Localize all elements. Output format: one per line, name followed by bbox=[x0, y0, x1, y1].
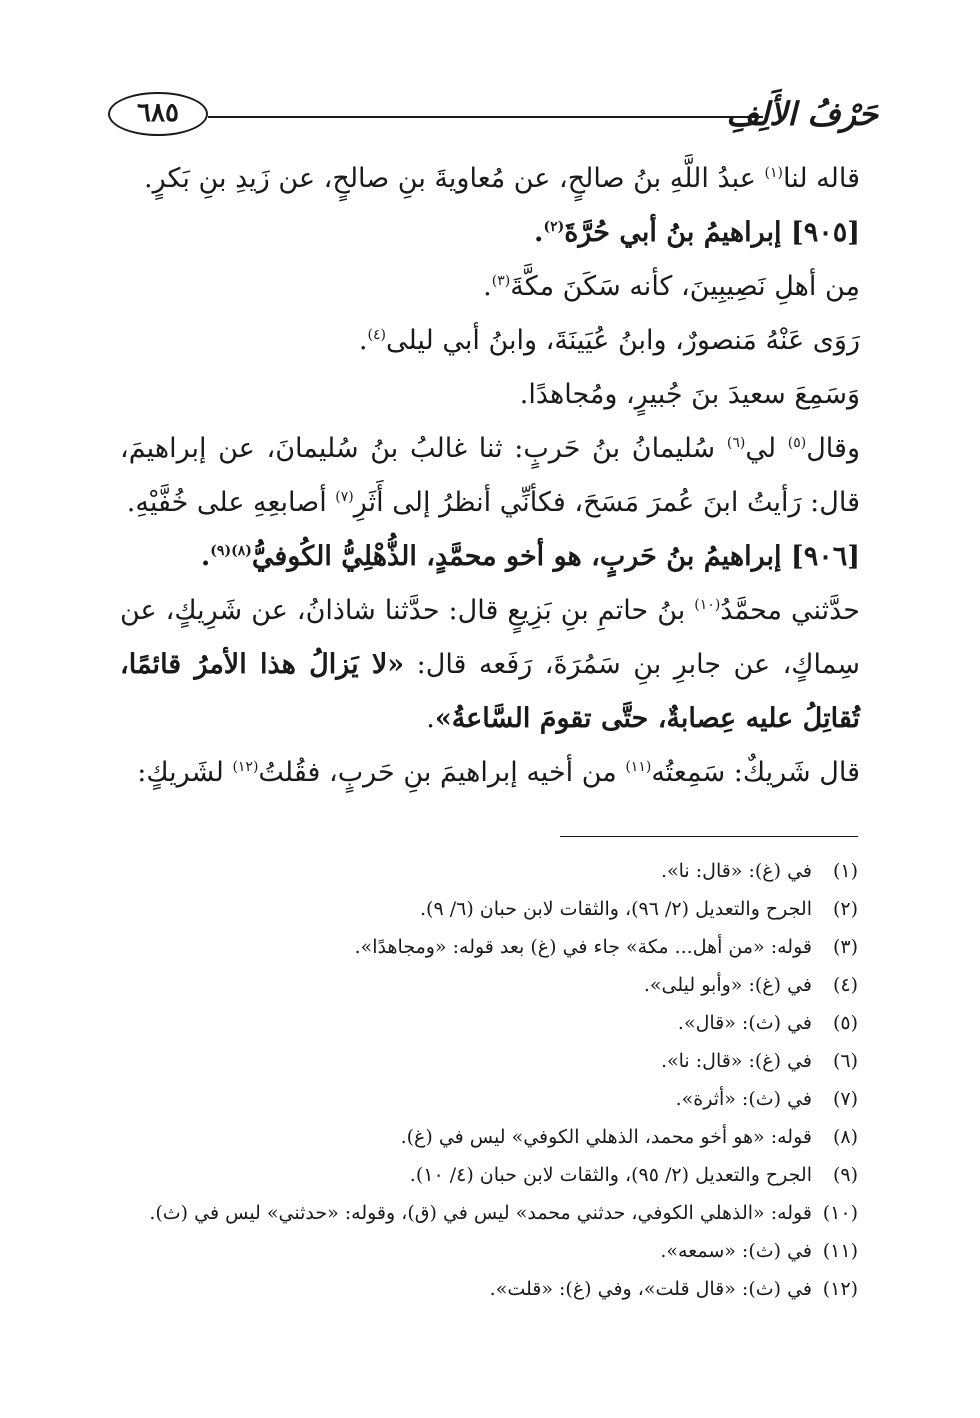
footnote-text: قوله: «الذهلي الكوفي، حدثني محمد» ليس في (ق)، وقوله: «حدثني» ليس في (ث). bbox=[149, 1202, 812, 1224]
hadith-text: «لا يَزالُ هذا الأمرُ قائمًا، تُقاتِلُ عليه عِصابةٌ، حتَّى تقومَ السَّاعةُ» bbox=[120, 649, 860, 734]
footnote-text: في (ث): «قال قلت»، وفي (غ): «قلت». bbox=[489, 1278, 812, 1300]
footnote-text: قوله: «من أهل... مكة» جاء في (غ) بعد قوله: «ومجاهدًا». bbox=[354, 936, 812, 958]
footnote-number: (٦) bbox=[832, 1050, 858, 1072]
footnote-number: (٨) bbox=[832, 1126, 858, 1148]
entry-heading-905 bbox=[120, 206, 860, 260]
footnote-number: (١) bbox=[832, 860, 858, 882]
paragraph bbox=[120, 584, 860, 746]
footnote-ref[interactable]: (٦) bbox=[726, 435, 746, 451]
paragraph bbox=[120, 422, 860, 530]
paragraph bbox=[120, 368, 860, 422]
entry-number: [٩٠٥] bbox=[790, 217, 860, 248]
main-text bbox=[120, 152, 860, 800]
footnote-item bbox=[138, 1042, 858, 1080]
footnote-number: (٤) bbox=[832, 974, 858, 996]
footnote-text: في (ث): «قال». bbox=[677, 1012, 812, 1034]
entry-name: إبراهيمُ بنُ أبي حُرَّةَ bbox=[564, 217, 791, 248]
text: وَسَمِعَ سعيدَ بنَ جُبيرٍ، ومُجاهدًا. bbox=[519, 379, 860, 410]
paragraph bbox=[120, 152, 860, 206]
footnote-ref[interactable]: (١) bbox=[764, 165, 783, 181]
text: حدَّثني محمَّدُ bbox=[720, 595, 860, 626]
text: وقال bbox=[806, 433, 860, 464]
footnote-ref[interactable]: (٣) bbox=[491, 273, 511, 289]
footnote-ref[interactable]: (١١) bbox=[625, 759, 652, 775]
paragraph bbox=[120, 746, 860, 800]
footnote-ref[interactable]: (٥) bbox=[787, 435, 807, 451]
footnote-ref[interactable]: (٢) bbox=[543, 219, 565, 235]
footnote-number: (٢) bbox=[832, 898, 858, 920]
footnote-item bbox=[138, 1194, 858, 1232]
page-number-badge: ٦٨٥ bbox=[108, 92, 208, 136]
paragraph bbox=[120, 260, 860, 314]
text: سُليمانُ بنُ حَربٍ: ثنا غالبُ بنُ سُليمانَ، عن إبراهيمَ، قال: رَأيتُ ابنَ عُمرَ مَسَحَ، فكأنِّي أنظرُ إلى أَثَرِ bbox=[120, 433, 860, 518]
text: . bbox=[534, 217, 544, 248]
footnote-number: (١١) bbox=[822, 1240, 858, 1262]
footnote-ref[interactable]: (٨)(٩) bbox=[210, 543, 252, 559]
paragraph bbox=[120, 314, 860, 368]
footnote-item bbox=[138, 1118, 858, 1156]
header-rule bbox=[208, 116, 763, 118]
footnote-text: في (غ): «وأبو ليلى». bbox=[643, 974, 812, 996]
footnote-item bbox=[138, 966, 858, 1004]
text: مِن أهلِ نَصِيبِينَ، كأنه سَكَنَ مكَّةَ bbox=[510, 271, 860, 302]
text: . bbox=[200, 541, 211, 572]
text: عبدُ اللَّهِ بنُ صالحٍ، عن مُعاويةَ بنِ صالحٍ، عن زَيدِ بنِ بَكرٍ. bbox=[143, 163, 765, 194]
entry-name: إبراهيمُ بنُ حَربٍ، هو أخو محمَّدٍ، الذُّهْلِيُّ الكُوفيُّ bbox=[251, 541, 791, 572]
footnote-item bbox=[138, 1232, 858, 1270]
footnote-item bbox=[138, 852, 858, 890]
footnote-number: (٩) bbox=[832, 1164, 858, 1186]
footnote-item bbox=[138, 928, 858, 966]
footnote-item bbox=[138, 1270, 858, 1308]
footnote-item bbox=[138, 1004, 858, 1042]
footnote-number: (١٠) bbox=[822, 1202, 858, 1224]
text: لشَريكٍ: bbox=[137, 757, 233, 788]
text: . bbox=[483, 271, 492, 302]
footnote-text: قوله: «هو أخو محمد، الذهلي الكوفي» ليس في (غ). bbox=[400, 1126, 812, 1148]
footnote-text: الجرح والتعديل (٢/ ٩٦)، والثقات لابن حبان (٦/ ٩). bbox=[420, 898, 812, 920]
footnote-item bbox=[138, 1156, 858, 1194]
footnote-number: (١٢) bbox=[822, 1278, 858, 1300]
footnote-ref[interactable]: (٧) bbox=[335, 489, 354, 505]
footnote-ref[interactable]: (١٢) bbox=[232, 759, 259, 775]
footnote-item bbox=[138, 1080, 858, 1118]
footnote-separator bbox=[560, 836, 858, 837]
footnote-ref[interactable]: (٤) bbox=[367, 327, 386, 343]
entry-heading-906 bbox=[120, 530, 860, 584]
text: . bbox=[426, 703, 435, 734]
text: بنُ حاتمِ بنِ بَزِيعٍ قال: حدَّثنا شاذانُ، عن شَرِيكٍ، عن سِماكٍ، عن جابرِ بنِ سَمُرَةَ، رَفَعه قال: bbox=[120, 595, 860, 680]
entry-number: [٩٠٦] bbox=[790, 541, 860, 572]
footnote-text: الجرح والتعديل (٢/ ٩٥)، والثقات لابن حبان (٤/ ١٠). bbox=[409, 1164, 812, 1186]
footnote-number: (٣) bbox=[832, 936, 858, 958]
footnote-number: (٧) bbox=[832, 1088, 858, 1110]
text: قال شَريكٌ: سَمِعتُه bbox=[651, 757, 860, 788]
footnote-ref[interactable]: (١٠) bbox=[694, 597, 721, 613]
footnote-text: في (ث): «سمعه». bbox=[660, 1240, 812, 1262]
footnotes-list bbox=[138, 852, 858, 1308]
text: لي bbox=[745, 433, 788, 464]
footnote-text: في (غ): «قال: نا». bbox=[660, 1050, 812, 1072]
footnote-text: في (غ): «قال: نا». bbox=[660, 860, 812, 882]
text: قاله لنا bbox=[782, 163, 860, 194]
text: رَوَى عَنْهُ مَنصورٌ، وابنُ عُيَينَةَ، وابنُ أبي ليلى bbox=[385, 325, 860, 356]
footnote-number: (٥) bbox=[832, 1012, 858, 1034]
text: . bbox=[358, 325, 368, 356]
text: أصابعِهِ على خُفَّيْهِ. bbox=[126, 487, 336, 518]
chapter-title: حَرْفُ الأَلِفِ bbox=[726, 95, 878, 133]
footnote-item bbox=[138, 890, 858, 928]
text: من أخيه إبراهيمَ بنِ حَربٍ، فقُلتُ bbox=[258, 757, 626, 788]
page-header bbox=[108, 92, 878, 142]
footnote-text: في (ث): «أثرة». bbox=[675, 1088, 812, 1110]
